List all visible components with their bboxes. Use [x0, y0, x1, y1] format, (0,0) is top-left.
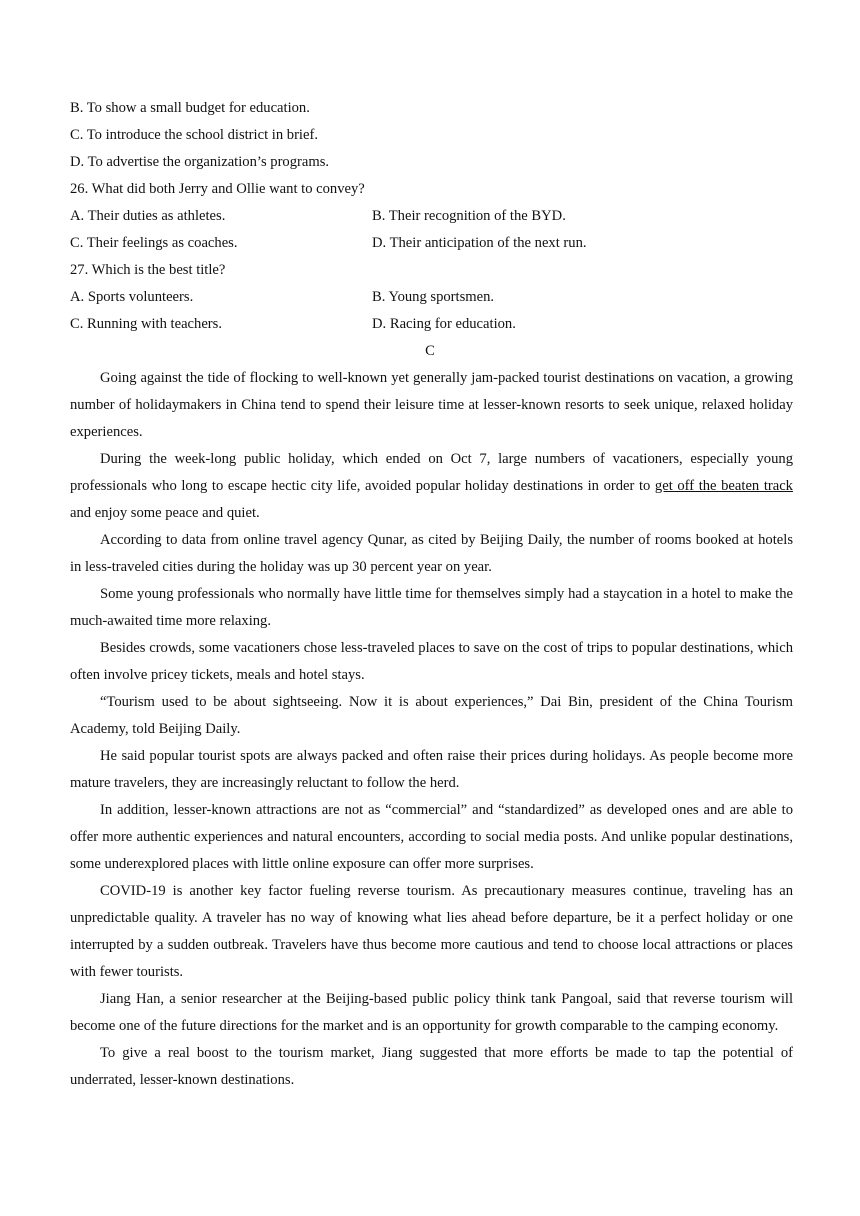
section-label: C — [425, 343, 435, 359]
option-26-c: C. Their feelings as coaches. — [70, 235, 238, 251]
option-27-c: C. Running with teachers. — [70, 316, 222, 332]
option-27-a: A. Sports volunteers. — [70, 289, 194, 305]
paragraph-2 — [70, 446, 793, 527]
paragraph-8: In addition, lesser-known attractions are not as “commercial” and “standardized” as developed ones and are able to offer more authentic experiences and natural encounters, according to social media posts. And unlike popular destinations, some underexplored places with little online exposure can offer more surprises. — [70, 802, 793, 872]
paragraph-11: To give a real boost to the tourism market, Jiang suggested that more efforts be made to tap the potential of underrated, lesser-known destinations. — [70, 1045, 793, 1088]
paragraph-10: Jiang Han, a senior researcher at the Beijing-based public policy think tank Pangoal, said that reverse tourism will become one of the future directions for the market and is an opportunity for growth comparable to the camping economy. — [70, 991, 793, 1034]
option-26-b: B. Their recognition of the BYD. — [372, 208, 566, 224]
paragraph-3: According to data from online travel agency Qunar, as cited by Beijing Daily, the number of rooms booked at hotels in less-traveled cities during the holiday was up 30 percent year on year. — [70, 532, 793, 575]
paragraph-4: Some young professionals who normally have little time for themselves simply had a staycation in a hotel to make the much-awaited time more relaxing. — [70, 586, 793, 629]
paragraph-6: “Tourism used to be about sightseeing. Now it is about experiences,” Dai Bin, president of the China Tourism Academy, told Beijing Daily. — [70, 694, 793, 737]
paragraph-7: He said popular tourist spots are always packed and often raise their prices during holidays. As people become more mature travelers, they are increasingly reluctant to follow the herd. — [70, 748, 793, 791]
option-27-b: B. Young sportsmen. — [372, 289, 495, 305]
underlined-phrase: get off the beaten track — [654, 478, 793, 494]
paragraph-2-text-end: and enjoy some peace and quiet. — [70, 505, 260, 521]
question-26-stem: 26. What did both Jerry and Ollie want to convey? — [70, 181, 365, 197]
paragraph-1: Going against the tide of flocking to well-known yet generally jam-packed tourist destinations on vacation, a growing number of holidaymakers in China tend to spend their leisure time at lesser-known resorts to seek unique, relaxed holiday experiences. — [70, 370, 793, 440]
option-25-c: C. To introduce the school district in brief. — [70, 127, 318, 143]
option-26-a: A. Their duties as athletes. — [70, 208, 226, 224]
question-27-stem: 27. Which is the best title? — [70, 262, 226, 278]
passage-body — [70, 365, 793, 1094]
paragraph-9: COVID-19 is another key factor fueling reverse tourism. As precautionary measures continue, traveling has an unpredictable quality. A traveler has no way of knowing what lies ahead before departure, be it a perfect holiday or one interrupted by a sudden outbreak. Travelers have thus become more cautious and tend to choose local attractions or places with fewer tourists. — [70, 883, 793, 980]
paragraph-5: Besides crowds, some vacationers chose less-traveled places to save on the cost of trips to popular destinations, which often involve pricey tickets, meals and hotel stays. — [70, 640, 793, 683]
paragraph-2-text-start: During the week-long public holiday, which ended on Oct 7, large numbers of vacationers, especially young professionals who long to escape hectic city life, avoided popular holiday destinations in order to — [70, 451, 793, 494]
option-27-d: D. Racing for education. — [372, 316, 516, 332]
option-25-d: D. To advertise the organization’s programs. — [70, 154, 330, 170]
option-25-b: B. To show a small budget for education. — [70, 100, 310, 116]
option-26-d: D. Their anticipation of the next run. — [372, 235, 587, 251]
